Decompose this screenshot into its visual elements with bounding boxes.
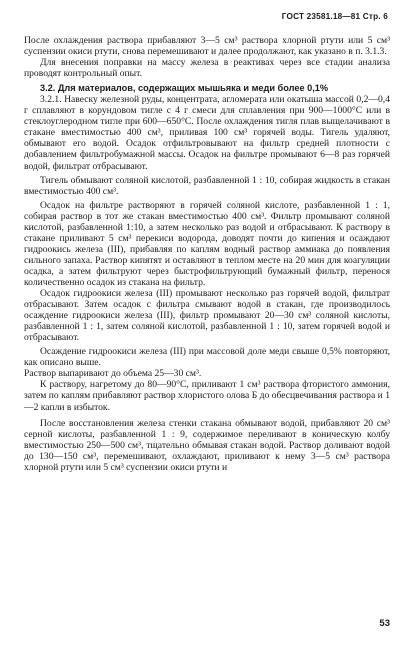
paragraph-repeat-precipitation: Осаждение гидроокиси железа (III) при массовой доле меди свыше 0,5% повторяют, как описано выше. <box>24 346 390 369</box>
page-header: ГОСТ 23581.18—81 Стр. 6 <box>281 12 388 21</box>
paragraph-control-experiment: Для внесения поправки на массу железа в реактивах через все стадии анализа проводят контрольный опыт. <box>24 57 390 80</box>
paragraph-dissolve-precipitate: Осадок на фильтре растворяют в горячей соляной кислоте, разбавленной 1 : 1, собирая раствор в тот же стакан вместимостью 400 см³. Фильтр промывают соляной кислотой, разбавленной 1:10, а затем несколько раз водой и отбрасывают. К раствору в стакане приливают 5 см³ перекиси водорода, доводят почти до кипения и осаждают гидроокись железа (III), прибавляя по каплям водный раствор аммиака до появления сильного запаха. Раствор кипятят и оставляют в теплом месте на 20 мин для коагуляции осадка, а затем фильтруют через быстрофильтрующий бумажный фильтр, перенося количественно осадок из стакана на фильтр. <box>24 199 390 288</box>
paragraph-evaporate: Раствор выпаривают до объема 25—30 см³. <box>24 368 202 380</box>
paragraph-after-cooling: После охлаждения раствора прибавляют 3—5 см³ раствора хлорной ртути или 5 см³ суспензии окиси ртути, снова перемешивают и далее продолжают, как указано в п. 3.1.3. <box>24 35 390 58</box>
paragraph-wash-hydroxide: Осадок гидроокиси железа (III) промывают несколько раз горячей водой, фильтрат отбрасывают. Затем осадок с фильтра смывают водой в стакан, где производилось осаждение гидроокиси железа (III), фильтр промывают 20—30 см³ соляной кислоты, разбавленной 1 : 1, затем соляной кислотой, разбавленной 1 : 10, затем горячей водой и отбрасывают. <box>24 288 390 344</box>
paragraph-reduction: К раствору, нагретому до 80—90°С, приливают 1 см³ раствора фтористого аммония, затем по каплям прибавляют раствор хлористого олова Б до обесцвечивания раствора и 1—2 капли в избыток. <box>24 379 390 413</box>
paragraph-after-reduction: После восстановления железа стенки стакана обмывают водой, прибавляют 20 см³ серной кислоты, разбавленной 1 : 9, содержимое переливают в коническую колбу вместимостью 250—500 см³, тщательно обмывая стакан водой. Раствор доливают водой до 130—150 см³, перемешивают, охлаждают, приливают к нему 3—5 см³ раствора хлорной ртути или 5 см³ суспензии окиси ртути и <box>24 417 390 473</box>
section-heading-3-2: 3.2. Для материалов, содержащих мышьяка и меди более 0,1% <box>40 83 329 94</box>
paragraph-3-2-1: 3.2.1. Навеску железной руды, концентрата, агломерата или окатыша массой 0,2—0,4 г сплавляют в корундовом тигле с 4 г смеси для сплавления при 900—1000°С или в стеклоуглеродном тигле при 600—650°С. После охлаждения тигля плав выщелачивают в стакане вместимостью 400 см³, приливая 100 см³ горячей воды. Тигель удаляют, обмывают его водой. Осадок отфильтровывают на фильтр средней плотности с добавлением фильтробумажной массы. Осадок на фильтре промывают 6—8 раз горячей водой, фильтрат отбрасывают. <box>24 94 390 172</box>
document-page <box>24 12 390 473</box>
paragraph-crucible-wash: Тигель обмывают соляной кислотой, разбавленной 1 : 10, собирая жидкость в стакан вместимостью 400 см³. <box>24 174 390 197</box>
page-number: 53 <box>379 618 390 629</box>
document-body <box>24 35 390 473</box>
